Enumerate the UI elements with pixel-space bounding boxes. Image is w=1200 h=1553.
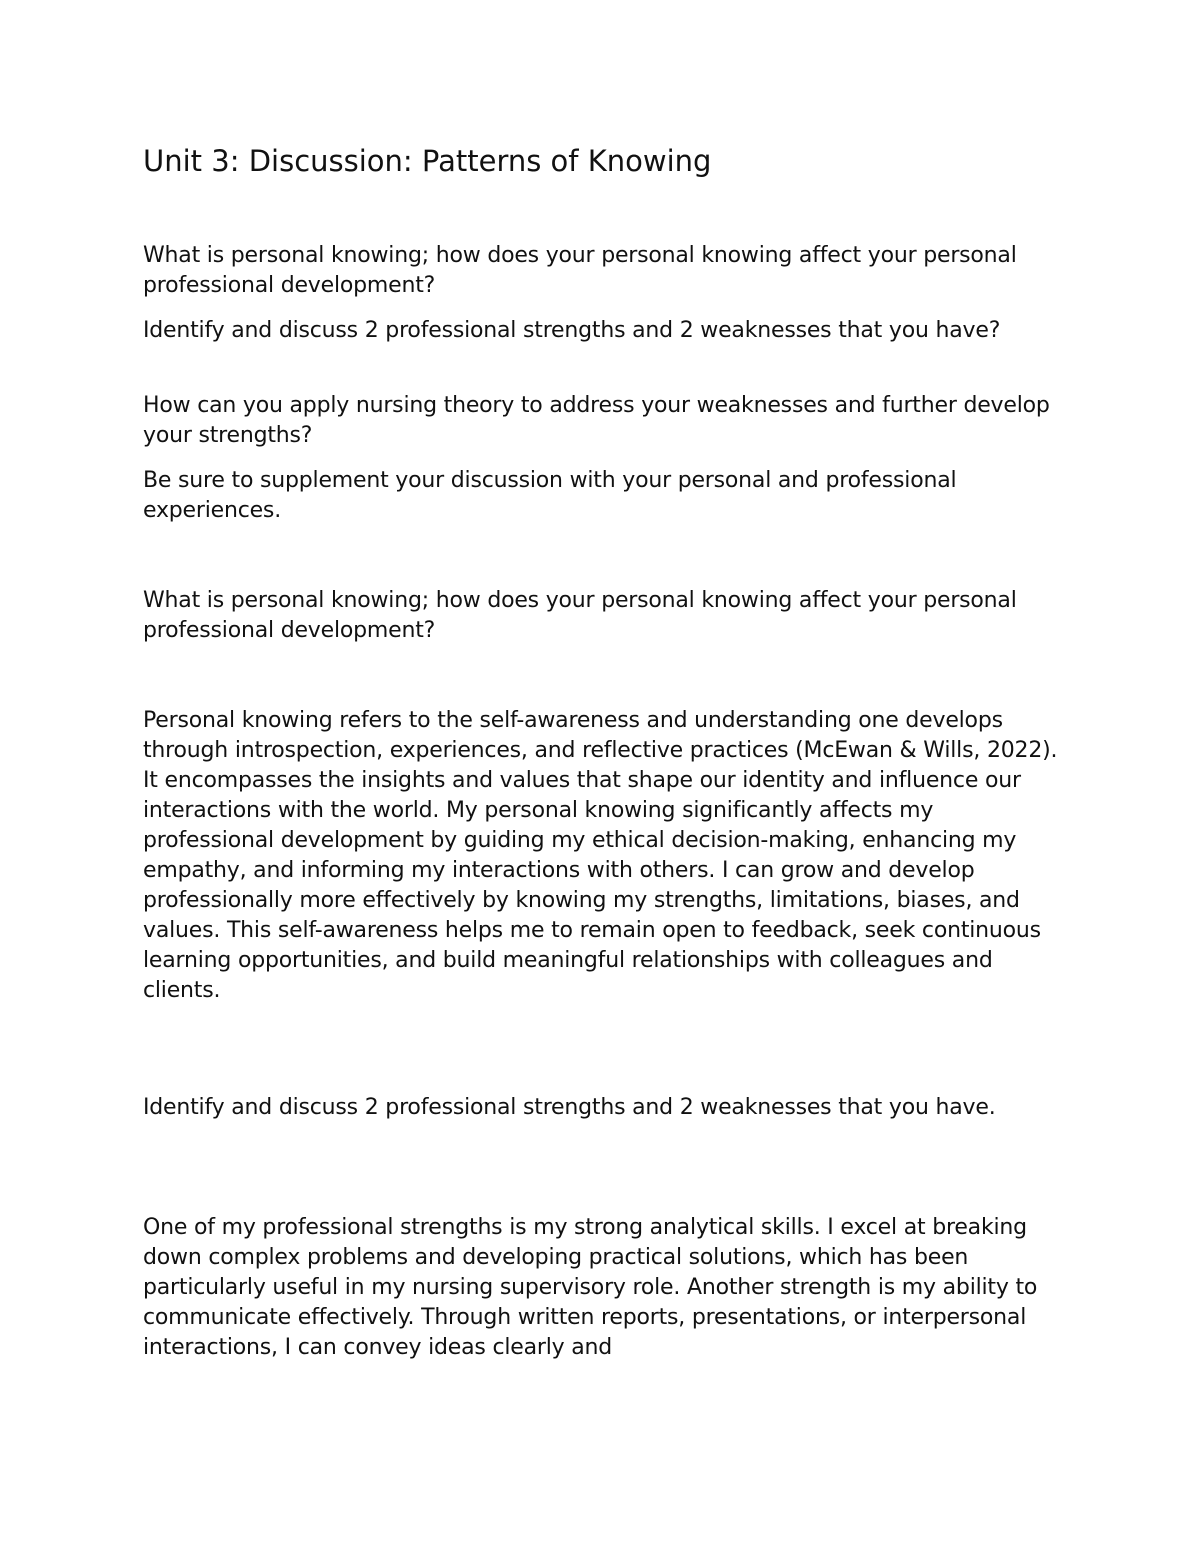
document-title: Unit 3: Discussion: Patterns of Knowing: [143, 144, 712, 178]
prompt-nursing-theory: How can you apply nursing theory to address your weaknesses and further develop your strengths?: [143, 393, 1050, 448]
section-heading-personal-knowing: What is personal knowing; how does your personal knowing affect your personal professional development?: [143, 588, 1017, 643]
section-heading-strengths-weaknesses: Identify and discuss 2 professional strengths and 2 weaknesses that you have.: [143, 1095, 996, 1120]
section-body-strengths-weaknesses: One of my professional strengths is my strong analytical skills. I excel at breaking down complex problems and developing practical solutions, which has been particularly useful in my nursing supervisory role. Another strength is my ability to communicate effectively. Through written reports, presentations, or interpersonal interactions, I can convey ideas clearly and: [143, 1215, 1038, 1360]
prompt-supplement-experiences: Be sure to supplement your discussion with your personal and professional experiences.: [143, 468, 957, 523]
section-body-personal-knowing: Personal knowing refers to the self-awareness and understanding one develops through introspection, experiences, and reflective practices (McEwan & Wills, 2022). It encompasses the insights and values that shape our identity and influence our interactions with the world. My personal knowing significantly affects my professional development by guiding my ethical decision-making, enhancing my empathy, and informing my interactions with others. I can grow and develop professionally more effectively by knowing my strengths, limitations, biases, and values. This self-awareness helps me to remain open to feedback, seek continuous learning opportunities, and build meaningful relationships with colleagues and clients.: [143, 708, 1058, 1003]
prompt-personal-knowing: What is personal knowing; how does your personal knowing affect your personal professional development?: [143, 243, 1017, 298]
prompt-strengths-weaknesses: Identify and discuss 2 professional strengths and 2 weaknesses that you have?: [143, 318, 1001, 343]
